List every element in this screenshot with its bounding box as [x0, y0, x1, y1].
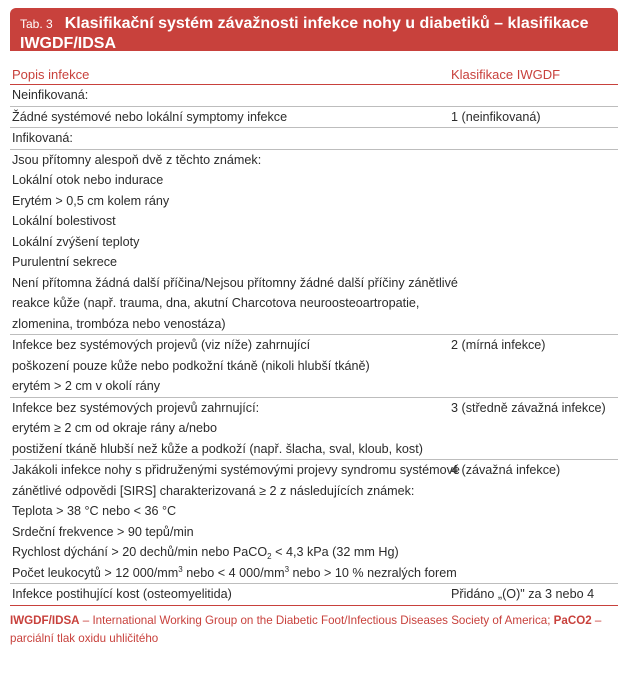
row-text: Infekce bez systémových projevů zahrnující:: [12, 400, 260, 415]
row-class: 3 (středně závažná infekce): [451, 400, 606, 415]
row-text: erytém ≥ 2 cm od okraje rány a/nebo: [12, 421, 218, 435]
row-text: zánětlivé odpovědi [SIRS] charakterizovaná ≥ 2 z následujících známek:: [12, 483, 415, 498]
row-class: 4 (závažná infekce): [451, 463, 561, 477]
column-header-classification: Klasifikace IWGDF: [451, 67, 561, 82]
row-text: Jakákoli infekce nohy s přidruženými systémovými projevy syndromu systémové: [12, 463, 460, 477]
footnote-text: – parciální tlak oxidu uhličitého: [10, 613, 602, 645]
row-text: zlomenina, trombóza nebo venostáza): [12, 316, 226, 331]
row-text: Jsou přítomny alespoň dvě z těchto známek:: [12, 152, 262, 167]
row-class: 2 (mírná infekce): [451, 338, 546, 352]
table-footnote: [10, 612, 610, 648]
row-text: poškození pouze kůže nebo podkožní tkáně (nikoli hlubší tkáně): [12, 358, 370, 373]
table-row: [10, 107, 618, 129]
footnote-text: – International Working Group on the Diabetic Foot/Infectious Diseases Society of America;: [79, 613, 554, 627]
row-text: erytém > 2 cm v okolí rány: [12, 379, 161, 393]
row-text: Lokální otok nebo indurace: [12, 173, 164, 187]
table-label: Tab. 3: [20, 17, 53, 31]
row-text: Infekce bez systémových projevů (viz níže) zahrnující: [12, 338, 311, 352]
table-title-continued: IWGDF/IDSA: [20, 35, 116, 52]
table-row: [10, 398, 618, 461]
table-body: [10, 85, 618, 606]
row-text: Lokální zvýšení teploty: [12, 234, 140, 249]
row-text: postižení tkáně hlubší než kůže a podkoží (např. šlacha, sval, kloub, kost): [12, 441, 423, 456]
row-text: Srdeční frekvence > 90 tepů/min: [12, 524, 194, 539]
table-row: [10, 584, 618, 605]
table-row: [10, 85, 618, 107]
table-title: Klasifikační systém závažnosti infekce nohy u diabetiků – klasifikace: [64, 15, 589, 32]
row-text: Lokální bolestivost: [12, 214, 116, 228]
row-text: Purulentní sekrece: [12, 255, 118, 269]
row-text: Infekce postihující kost (osteomyelitida): [12, 587, 232, 601]
row-text: Infikovaná:: [12, 131, 73, 145]
row-text: Erytém > 0,5 cm kolem rány: [12, 193, 170, 208]
row-text: reakce kůže (např. trauma, dna, akutní Charcotova neuroosteoartropatie,: [12, 296, 420, 310]
table-row: [10, 128, 618, 150]
row-text: Teplota > 38 °C nebo < 36 °C: [12, 504, 177, 518]
table-row: [10, 335, 618, 398]
column-header-description: Popis infekce: [12, 67, 90, 82]
row-text-leukocytes: Počet leukocytů > 12 $000/mm^3$ nebo < 4 $000/mm^3$ nebo > 10 % nezralých forem: [12, 564, 457, 580]
table-column-headers: [10, 51, 618, 85]
table-row: [10, 150, 618, 336]
table-3: [10, 8, 618, 648]
row-class: Přidáno „(O)" za 3 nebo 4: [451, 587, 595, 601]
row-class: 1 (neinfikovaná): [451, 109, 541, 124]
footnote-abbr: IWGDF/IDSA: [10, 613, 80, 627]
row-text: Žádné systémové nebo lokální symptomy infekce: [12, 109, 288, 124]
table-header: [10, 8, 618, 51]
footnote-abbr: PaCO2: [553, 613, 592, 627]
row-text-respiration: Rychlost dýchání > 20 dechů/min nebo PaCO$_2$ < 4,3 kPa (32 mm Hg): [12, 545, 399, 561]
table-row: [10, 460, 618, 584]
row-text: Není přítomna žádná další příčina/Nejsou přítomny žádné další příčiny zánětlivé: [12, 275, 458, 290]
row-text: Neinfikovaná:: [12, 88, 89, 102]
